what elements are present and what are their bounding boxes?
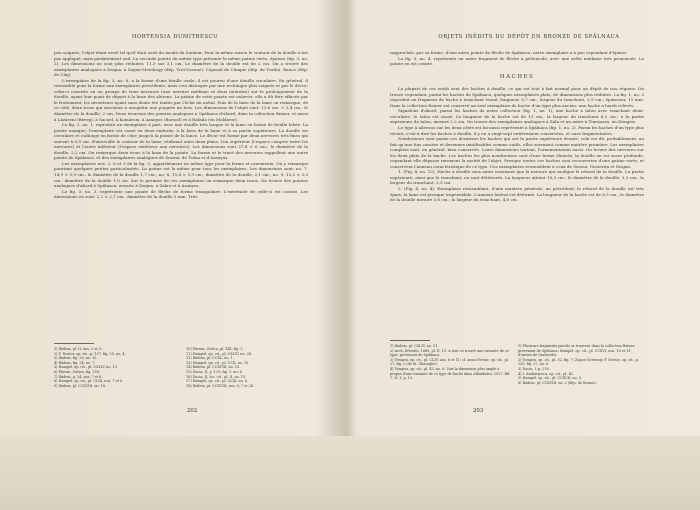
paragraph: La plupart de ces outils sont des haches à douille, ce qui est tout à fait normal pour un dépôt de nos régions. On trouve cependant, parmi les haches de Spălnaca, quelques exemplaires plats, de dimensions plus réduites. La fig. 1, no. 3 reproduit un fragment de hache à tranchant évasé; longueur, 6,7 cm.; largeur du tranchant, 3,9 cm.; épaisseur, 11 mm. Dans la collection Reiner est conservé un seul exemplaire de hache d'un type plus ancien: une hache à bords relevés. [390, 86, 644, 108]
footnote-rule [390, 340, 430, 341]
paragraph: L'exemplaire de la fig. 3, no. 6, a la forme d'une feuille ovale; il est pourvu d'une douille circulaire. En général, il ressemble pour la forme aux exemplaires précédents, mais s'en distingue par une technique plus soignée et par le décor; celui-ci consiste en un groupe de trois nervures (une nervure médiane et deux latérales) sur le prolongement de la douille, ayant leur point de départ à la base des alérons. La patine de cette pointe est enlevée; elle a dû être effacée par le frottement, les inventeurs ayant sans doute été tentés par l'éclat du métal. Puis de la base de la lame on remarque, de ce côté, deux trous qui servaient à assujettir une poignée en bois. Les dimensions de l'objet sont: 13,6 cm. × 3,4 cm.; le diamètre de la douille, 2 cm. Nous trouvons des pointes analogues à Spălnaca d'abord, dans la collection Reiner, et aussi à Lăzăreni (Bereg), à Sacuel, à Komárom, à Aranyos (Borsod) et à Rafaila (en Moldavie). [54, 77, 308, 122]
paragraph: peu soignée, l'objet étant resté tel qu'il était sorti du moule du fondeur. Pour la même raison le contour de la douille n'est pas appliqué, mais parfaitement ond. La seconde pointe du même type présente la même patine verte, épaisse (fig. 3, no. 2). Les dimensions ne sont plus réduites: 11,3 sur 3,1 cm. Le diamètre de la douille est de 2 cm. On a trouvé des exemplaires analogues à Drajna, à Zagon-Metohegy (dép. Treï-Scaune), Căpușul de Câmpie (dép. de Turda), Bance (dép. de Cluj). [54, 50, 308, 78]
footnote: 4) Ibidem, fig. 24, no. 7. [54, 360, 96, 365]
footnote: 1) Ibidem, pl. CXLIV, no. 31. [390, 344, 439, 348]
footnote: 7) Ibidem, p. 24, nos. 7 et 8. [54, 374, 103, 379]
footnote: 2) Tempea, op. cit., pl. 52, fig. 7; Zagon-Ceretony, F. Nestor, op. cit., p. 135, fig. 27, no. 8. [518, 357, 639, 367]
page-number-right: 203 [473, 408, 484, 414]
paragraph: La fig. 3, no. 1, reproduit un exemplaire à part, avec une douille très longue et la lame en forme de feuille lobée. La pointe manque; l'exemplaire est cassé en deux endroits, à la base de la lame et à sa partie supérieure. La douille est circulaire et s'allonge en forme de cône jusqu'à la pointe de la lance. Le décor est formé par deux nervures très fines qui suivent à 0,5 cm. d'intervalle le contour de la lame, réalisant ainsi deux plans, l'un supérieur (l'espace compris entre les nervures) et l'autre inférieur (l'espace extérieur aux nervures). Les dimensions sont 27,4 × 6 cm.; le diamètre de la douille, 2,2 cm. On remarque deux trous à la base de la pointe. La forme et le tracé des nervures rappellent une autre pointe de Spălnaca, et des exemplaires analogues de Suseni, de Tulna et d'Aranyos. [54, 122, 308, 161]
footnote: 12) Ibidem, pl. CCXL, no. 1. [186, 356, 234, 361]
footnote: 3) Dacia, I, p. 216. [518, 366, 550, 371]
footnote: 2) F. Nestor, op. cit., p. 137, fig. 25, no. 4. [54, 351, 126, 356]
section-title: HACHES [499, 73, 535, 80]
footnote: 4) Tempea, op. cit., pl. 43, no. 6. Voir la dimension plus ample à propos d'une variante de ce type de hache dans Albaiduleu, 1927, Bd. 7, II. 1, p. 10. [390, 366, 511, 381]
footnote: 10) Pârvan, Getica, pl. XIX, fig. 2. [186, 347, 244, 351]
running-header-right: OBJETS INÉDITS DU DÉPÔT EN BRONZE DE SPĂLNACA [438, 34, 620, 40]
footnote: 5) Hampel, op. cit., pl. CCXVII, no. 5. [518, 376, 582, 381]
right-page [350, 0, 700, 510]
footnote: 1) Ibidem, pl. II, nos. 2 et 5. [54, 347, 102, 351]
footnote: 3) Tempea, op. cit., pl. CLIV, nos. 6 et 11; cf. aussi Nestor, op. cit., pl. 27, fig. 2 (de M. Gheorghe). [390, 357, 509, 367]
footnote: 9) Ibidem, pl. CCXVIII, no. 18. [54, 383, 107, 388]
footnote: 1) Plusieurs fragments pareils se trouvent dans la collection Reiner, provenant de Spălnaca: Hampel, op. cit., pl. CCXVI, nos. 16 et 11; d'autres de Szadovitei. [518, 344, 635, 358]
page-number-left: 202 [187, 408, 198, 414]
footnote: 2) Arch. Ertesitö, 1888, pl. II, 15. A tout ce trouvé une variante de ce type. provenant de Spălnaca. [390, 348, 509, 358]
footnotes-left-col-b [186, 347, 308, 388]
footnote: 13) Hampel, op. cit., pl. CCII, no. 15. [186, 360, 250, 365]
footnote: 4) I. Andrieșescu, op. cit., pl. III. [518, 371, 574, 376]
paragraph: 2. (Fig. 4, no. 4). Exemplaire ressemblant, d'une manière générale, au précédent; le rebord de la douille est très épais; la lame est presque trapézoïdale. L'anneau latéral est déformé. La longueur de la hache est de 8,5 cm.; le diamètre de la douille mesure 3,8 cm.; la largeur du tranchant, 4,8 cm. [390, 186, 644, 203]
paragraph: La fig. 3, no. 3, représente une pointe de flèche de forme triangulaire. L'extrémité de celle-ci est cassée. Les dimensions en sont: 2,2 × 2,7 cm., diamètre de la douille 5 mm. Très [54, 188, 308, 200]
footnote: 15) Dacia, II, p. 129, fig. 1, no. 6. [186, 369, 243, 374]
footnote: 3) Ibidem, fig. 26, no. 15. [54, 356, 98, 361]
running-header-left: HORTENSIA DUMITRESCU [131, 34, 219, 40]
footnote: 6) Ibidem, pl. CCXVIII, no. 2 (dép. de Somes). [518, 380, 597, 385]
paragraph: La fig. 3, no. 4, représente un autre fragment de flèche à pédoncule, avec une arête médiane très prononcée. La pointe en est cassée. [390, 55, 644, 67]
footnote: 18) Ibidem, pl. CCXVIII, nos. 6, 7 et 24. [186, 383, 254, 388]
left-page [0, 0, 348, 510]
footnote: 11) Hampel, op. cit., pl. CXLIV, no. 24. [186, 351, 253, 356]
paragraph: Signalons d'abord, parmi les haches de notre collection (fig. 1, no. 1), une hache à talon avec tranchant demi-circulaire, le talon est cassé. La longueur de la hache est de 13 cm., la largeur du tranchant 6,2 cm.; à la partie supérieure du talon, mesure 2,2 cm. On trouve des exemplaires analogues à Zalu et un autre à Timișoara, en Hongrie. [390, 108, 644, 125]
footnote: 16) Dacia, II, loc. cit., pl. II, no. 15. [186, 374, 247, 379]
paragraph: 1. (Fig. 4, no. 12). Hache à douille sans autre ornement que la nervure qui souligne le rebord de la douille. La partie supérieure, ainsi que le tranchant, en sont détériorés. La longueur atteint 10,5 cm.; le diamètre de la douille, 3,3 cm.; la largeur du tranchant, 5,3 cm. [390, 169, 644, 186]
paragraph: Le type à ailerons sur les deux côtés est lui-aussi représenté à Spălnaca (fig. 1, no. 2). Parmi les haches d'un type plus récent, c'est-à-dire les haches à douille, il y en a vingt-sept entièrement conservées, et onze fragmentaires. [390, 125, 644, 136]
footnote-rule [54, 343, 94, 344]
paragraph: rapprochée, par sa forme, d'une autre pointe de flèche de Spălnaca, notre exemplaire n'a pas cependant d'épines. [390, 50, 628, 55]
paragraph: Nombreuses sont parmi ces dernières les haches qui ont la partie supérieure évasée; cela est dû, probablement, au fait qu'une fois cassées et devenues inutilisables comme outils, elles servaient comme matière première. Les exemplaires complets sont, en général, bien conservés. Leurs dimensions varient, l'ornementation aussi. On trouve des nervures sur les deux plats de la hache. Les haches les plus nombreuses sont d'une forme élancée, la douille en est assez profonde, cependant elle dépasse rarement la moitié de l'objet. Presque toutes ces haches sont recouvertes d'une patine verte, et conservent l'anneau caractéristique de ce type. Ces exemplaires ressemblent à ceux de Suseni, Gușterița et Drajna. [390, 136, 644, 169]
footnote: 17) Hampel, op. cit., pl. CLIX, no. 6. [186, 379, 248, 384]
table-surface [0, 436, 700, 510]
paragraph: Les exemplaires nos. 2, 8 et 9 de la fig. 3, appartiennent au même type pour la forme et ornements. On y remarque pourtant quelques petites particularités. La patine est la même pour tous les exemplaires. Les dimensions sont: no. 7, 14,9 × 3,9 cm., le diamètre de la douille 1,7 cm.; no. 8, 15,4 × 3,9 cm., diamètre de la douille, 2,1 cm.; no. 9, 13,2 × 3,3 cm., diamètre de la douille 1,9 cm. Sur le premier de ces exemplaires on remarque deux trous. On trouve des pointes analogues d'abord à Spălnaca, ensuite à Drajna, à Zalau et à Aranyos. [54, 160, 308, 189]
right-body-text [390, 50, 644, 203]
footnote: 8) Hampel, op. cit., pl. CLIX, nos. 7 et 8. [54, 379, 124, 384]
footnote: 6) Pârvan, Getica, fig. 259. [54, 369, 100, 374]
left-body-text [54, 50, 308, 200]
footnote: 5) Hampel, op. cit., pl. CXLIV, no. 13. [54, 365, 118, 370]
footnote: 14) Ibidem, pl. CCXVIII, no. 15. [186, 365, 241, 370]
footnotes-right-col-b [518, 344, 646, 385]
footnotes-right-col-a [390, 344, 512, 381]
footnotes-left-col-a [54, 347, 182, 388]
